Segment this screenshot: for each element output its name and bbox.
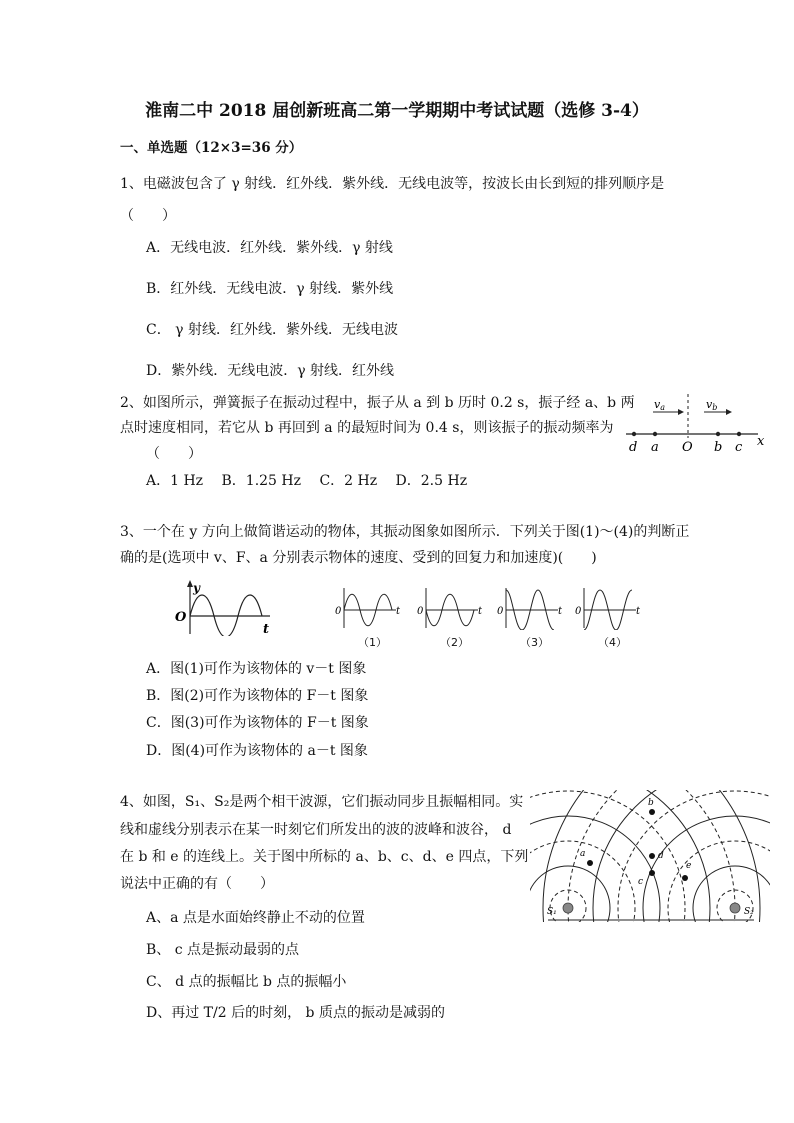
q2-stem-line2: 点时速度相同，若它从 b 再回到 a 的最短时间为 0.4 s，则该振子的振动频率为: [120, 420, 614, 436]
axis-x: x: [757, 434, 765, 449]
main-origin-label: O: [175, 610, 187, 625]
vb-label: vb: [706, 398, 718, 412]
q3-main-graph: [172, 578, 282, 636]
q4-option-a: A、a 点是水面始终静止不动的位置: [146, 910, 365, 926]
page-title: 淮南二中 2018 届创新班高二第一学期期中考试试题（选修 3-4）: [145, 101, 649, 121]
graph3-t: t: [558, 606, 563, 617]
q1-option-d: D．紫外线．无线电波．γ 射线．红外线: [146, 363, 395, 379]
point-d: d: [629, 440, 638, 454]
fig-point-e: e: [686, 861, 692, 871]
q2-stem-line1: 2、如图所示，弹簧振子在振动过程中，振子从 a 到 b 历时 0.2 s，振子经 a、b 两: [120, 395, 635, 411]
q4-stem-line3: 在 b 和 e 的连线上。关于图中所标的 a、b、c、d、e 四点，下列: [120, 849, 529, 865]
main-y-label: y: [193, 581, 200, 595]
q3-option-b: B．图(2)可作为该物体的 F－t 图象: [146, 688, 369, 704]
q3-caption-3: （3）: [520, 636, 549, 649]
q4-stem-line1: 4、如图，S₁、S₂是两个相干波源，它们振动同步且振幅相同。实: [120, 794, 524, 810]
graph1-t: t: [396, 606, 401, 617]
q3-caption-4: （4）: [598, 636, 627, 649]
q3-option-a: A．图(1)可作为该物体的 v－t 图象: [146, 661, 367, 677]
q3-graph-3: [496, 586, 568, 630]
q3-caption-1: （1）: [358, 636, 387, 649]
fig-point-b: b: [648, 798, 654, 808]
point-c: c: [735, 440, 743, 454]
q2-options: A．1 Hz B．1.25 Hz C．2 Hz D．2.5 Hz: [146, 473, 468, 489]
q3-stem-line1: 3、一个在 y 方向上做简谐运动的物体，其振动图象如图所示．下列关于图(1)～(4)的判断正: [120, 524, 690, 540]
point-b: b: [714, 440, 723, 454]
s1-label: S₁: [547, 907, 557, 917]
graph4-origin: 0: [575, 606, 582, 617]
va-label: va: [654, 398, 665, 412]
q3-graph-2: [416, 586, 488, 630]
q3-option-c: C．图(3)可作为该物体的 F－t 图象: [146, 715, 369, 731]
graph4-t: t: [636, 606, 641, 617]
q2-oscillator-figure: [620, 392, 770, 454]
q3-option-d: D．图(4)可作为该物体的 a－t 图象: [146, 743, 368, 759]
point-o: O: [682, 440, 693, 454]
section-heading: 一、单选题（12×3=36 分）: [120, 140, 303, 156]
fig-point-d: d: [658, 851, 664, 861]
q1-stem: 1、电磁波包含了 γ 射线．红外线．紫外线．无线电波等，按波长由长到短的排列顺序是: [120, 176, 665, 192]
graph2-t: t: [478, 606, 483, 617]
q4-stem-line2: 线和虚线分别表示在某一时刻它们所发出的波的波峰和波谷， d: [120, 822, 512, 838]
fig-point-a: a: [580, 849, 586, 859]
q3-graph-1: [334, 586, 406, 630]
q4-stem-line4: 说法中正确的有（ ）: [120, 876, 274, 892]
q3-stem-line2: 确的是(选项中 v、F、a 分别表示物体的速度、受到的回复力和加速度)( ): [120, 550, 597, 566]
q2-blank: （ ）: [146, 446, 202, 462]
q3-graph-4: [574, 586, 646, 630]
q4-interference-figure: [530, 790, 770, 922]
main-t-label: t: [263, 622, 270, 636]
q3-caption-2: （2）: [440, 636, 469, 649]
q1-blank: （ ）: [120, 208, 176, 224]
q1-option-b: B．红外线．无线电波．γ 射线．紫外线: [146, 281, 394, 297]
q4-option-b: B、 c 点是振动最弱的点: [146, 942, 300, 958]
s2-label: S₂: [744, 907, 754, 917]
graph3-origin: 0: [497, 606, 504, 617]
q4-option-d: D、再过 T/2 后的时刻， b 质点的振动是减弱的: [146, 1005, 445, 1021]
q4-option-c: C、 d 点的振幅比 b 点的振幅小: [146, 974, 347, 990]
graph1-origin: 0: [335, 606, 342, 617]
q1-option-a: A．无线电波．红外线．紫外线．γ 射线: [146, 240, 393, 256]
graph2-origin: 0: [417, 606, 424, 617]
point-a: a: [651, 440, 659, 454]
q1-option-c: C． γ 射线．红外线．紫外线．无线电波: [146, 322, 398, 338]
fig-point-c: c: [638, 877, 644, 887]
